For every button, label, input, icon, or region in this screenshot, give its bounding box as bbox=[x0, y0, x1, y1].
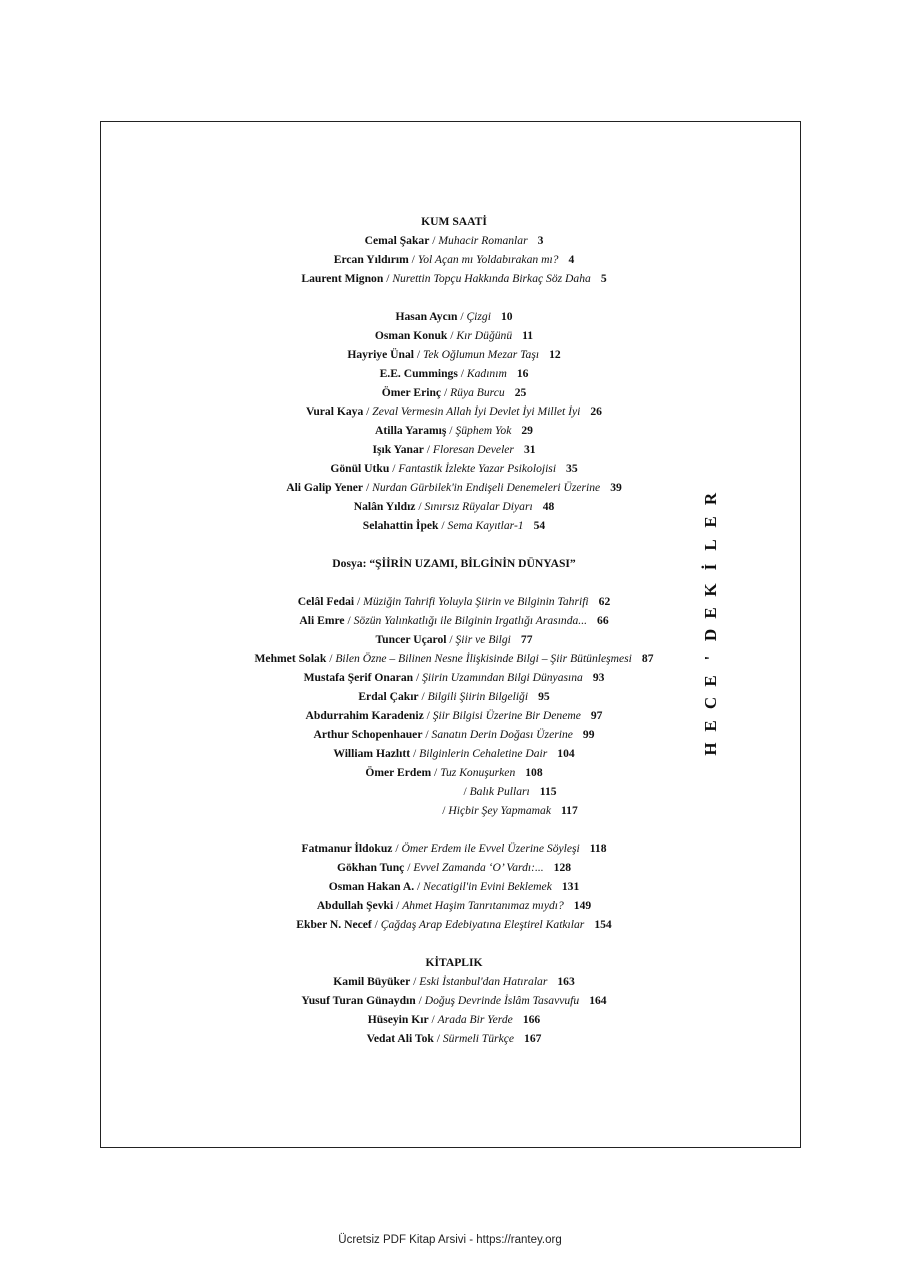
toc-entry: Ömer Erinç / Rüya Burcu 25 bbox=[381, 386, 527, 399]
entry-author: Celâl Fedai bbox=[297, 595, 355, 608]
entry-page: 167 bbox=[524, 1032, 542, 1045]
toc-entry: Laurent Mignon / Nurettin Topçu Hakkında Birkaç Söz Daha 5 bbox=[301, 272, 607, 285]
entry-title: Muhacir Romanlar bbox=[438, 234, 528, 247]
entry-author: Işık Yanar bbox=[372, 443, 424, 456]
dosya-list bbox=[150, 592, 758, 782]
entry-page: 35 bbox=[566, 462, 578, 475]
entry-author: Vural Kaya bbox=[306, 405, 364, 418]
entry-author: Mustafa Şerif Onaran bbox=[303, 671, 414, 684]
toc-entry: Celâl Fedai / Müziğin Tahrifi Yoluyla Şiirin ve Bilginin Tahrifi 62 bbox=[297, 595, 611, 608]
entry-page: 62 bbox=[598, 595, 611, 608]
entry-page: 95 bbox=[538, 690, 550, 703]
entry-author: Hayriye Ünal bbox=[347, 348, 414, 361]
toc-entry: Erdal Çakır / Bilgili Şiirin Bilgeliği 95 bbox=[358, 690, 550, 703]
footer-text: Ücretsiz PDF Kitap Arsivi - https://rantey.org bbox=[338, 1234, 562, 1246]
toc-entry: Nalân Yıldız / Sınırsız Rüyalar Diyarı 48 bbox=[353, 500, 555, 513]
toc-entry: Vedat Ali Tok / Sürmeli Türkçe 167 bbox=[366, 1032, 542, 1045]
toc-entry: William Hazlıtt / Bilginlerin Cehaletine Dair 104 bbox=[333, 747, 575, 760]
entry-page: 166 bbox=[522, 1013, 541, 1026]
entry-page: 93 bbox=[592, 671, 605, 684]
entry-title: Müziğin Tahrifi Yoluyla Şiirin ve Bilginin Tahrifi bbox=[363, 595, 589, 608]
vertical-magazine-title bbox=[696, 488, 726, 760]
entry-page: 108 bbox=[525, 766, 543, 779]
toc-entry: Fatmanur İldokuz / Ömer Erdem ile Evvel Üzerine Söyleşi 118 bbox=[301, 842, 607, 855]
entry-page: 11 bbox=[522, 329, 534, 342]
entry-title: Şiirin Uzamından Bilgi Dünyasına bbox=[422, 671, 583, 684]
entry-title: Bilginlerin Cehaletine Dair bbox=[419, 747, 548, 760]
entry-page: 5 bbox=[600, 272, 607, 285]
entry-author: Ali Emre bbox=[299, 614, 345, 627]
entry-page: 164 bbox=[589, 994, 607, 1007]
entry-author: Gökhan Tunç bbox=[336, 861, 405, 874]
entry-author: Kamil Büyüker bbox=[333, 975, 411, 988]
entry-page: 128 bbox=[553, 861, 572, 874]
entry-page: 99 bbox=[582, 728, 595, 741]
entry-title: Fantastik İzlekte Yazar Psikolojisi bbox=[398, 462, 557, 475]
entry-page: 104 bbox=[557, 747, 575, 760]
entry-title: Şüphem Yok bbox=[455, 424, 512, 437]
entry-title: Nurdan Gürbilek'in Endişeli Denemeleri Üzerine bbox=[372, 481, 601, 494]
toc-sub-entry: / Balık Pulları 115 bbox=[463, 785, 557, 798]
toc-sub-entry: / Hiçbir Şey Yapmamak 117 bbox=[442, 804, 578, 817]
entry-page: 4 bbox=[568, 253, 575, 266]
kum-saati-list bbox=[150, 231, 758, 288]
toc-entry: Selahattin İpek / Sema Kayıtlar-1 54 bbox=[362, 519, 546, 532]
toc-entry: Ali Emre / Sözün Yalınkatlığı ile Bilginin Irgatlığı Arasında... 66 bbox=[299, 614, 609, 627]
vertical-title-letter: E bbox=[701, 674, 720, 687]
entry-title: Bilgili Şiirin Bilgeliği bbox=[427, 690, 529, 703]
vertical-title-letter: D bbox=[701, 629, 720, 642]
entry-page: 54 bbox=[533, 519, 546, 532]
entry-author: Osman Konuk bbox=[374, 329, 448, 342]
vertical-title-letter: H bbox=[701, 742, 720, 756]
entry-page: 16 bbox=[516, 367, 529, 380]
entry-author: Abdullah Şevki bbox=[316, 899, 394, 912]
entry-author: Cemal Şakar bbox=[364, 234, 430, 247]
vertical-title-letter: E bbox=[701, 606, 720, 619]
entry-title: Sınırsız Rüyalar Diyarı bbox=[424, 500, 533, 513]
toc-entry: Atilla Yaramış / Şüphem Yok 29 bbox=[375, 424, 533, 437]
entry-title: Hiçbir Şey Yapmamak bbox=[448, 804, 551, 817]
kitaplik-list bbox=[150, 972, 758, 1048]
entry-title: Yol Açan mı Yoldabırakan mı? bbox=[417, 253, 559, 266]
entry-page: 25 bbox=[514, 386, 527, 399]
entry-author: Nalân Yıldız bbox=[353, 500, 416, 513]
contents-list-two bbox=[150, 307, 758, 535]
entry-page: 154 bbox=[594, 918, 612, 931]
entry-author: Atilla Yaramış bbox=[375, 424, 447, 437]
entry-title: Eski İstanbul'dan Hatıralar bbox=[419, 975, 548, 988]
entry-title: Şiir Bilgisi Üzerine Bir Deneme bbox=[432, 709, 581, 722]
entry-title: Sanatın Derin Doğası Üzerine bbox=[431, 728, 573, 741]
entry-page: 131 bbox=[561, 880, 580, 893]
entry-page: 26 bbox=[590, 405, 602, 418]
entry-title: Zeval Vermesin Allah İyi Devlet İyi Millet İyi bbox=[372, 405, 581, 418]
entry-title: Nurettin Topçu Hakkında Birkaç Söz Daha bbox=[392, 272, 591, 285]
entry-title: Sema Kayıtlar-1 bbox=[447, 519, 524, 532]
toc-entry: Cemal Şakar / Muhacir Romanlar 3 bbox=[364, 234, 544, 247]
entry-title: Çağdaş Arap Edebiyatına Eleştirel Katkılar bbox=[380, 918, 585, 931]
entry-author: Ali Galip Yener bbox=[286, 481, 364, 494]
entry-page: 87 bbox=[641, 652, 654, 665]
entry-title: Necatigil'in Evini Beklemek bbox=[423, 880, 552, 893]
entry-page: 77 bbox=[520, 633, 533, 646]
entry-title: Kır Düğünü bbox=[456, 329, 513, 342]
toc-entry: Gökhan Tunç / Evvel Zamanda ‘O’ Vardı:... 128 bbox=[336, 861, 572, 874]
toc-entry: Ömer Erdem / Tuz Konuşurken 108 bbox=[365, 766, 543, 779]
entry-page: 3 bbox=[537, 234, 544, 247]
entry-page: 48 bbox=[542, 500, 555, 513]
toc-entry: Yusuf Turan Günaydın / Doğuş Devrinde İslâm Tasavvufu 164 bbox=[301, 994, 607, 1007]
entry-author: Ercan Yıldırım bbox=[333, 253, 409, 266]
contents-list-four bbox=[150, 839, 758, 934]
toc-entry: Hayriye Ünal / Tek Oğlumun Mezar Taşı 12 bbox=[347, 348, 561, 361]
entry-title: Balık Pulları bbox=[469, 785, 530, 798]
entry-author: Ekber N. Necef bbox=[296, 918, 372, 931]
entry-author: Ömer Erdem bbox=[365, 766, 432, 779]
entry-author: Gönül Utku bbox=[330, 462, 390, 475]
entry-page: 39 bbox=[610, 481, 622, 494]
entry-author: Vedat Ali Tok bbox=[366, 1032, 434, 1045]
entry-page: 115 bbox=[539, 785, 557, 798]
entry-author: William Hazlıtt bbox=[333, 747, 411, 760]
entry-title: Şiir ve Bilgi bbox=[455, 633, 511, 646]
entry-author: Laurent Mignon bbox=[301, 272, 384, 285]
entry-page: 29 bbox=[521, 424, 533, 437]
entry-author: Hüseyin Kır bbox=[367, 1013, 429, 1026]
entry-page: 10 bbox=[500, 310, 513, 323]
toc-entry: Ali Galip Yener / Nurdan Gürbilek'in Endişeli Denemeleri Üzerine 39 bbox=[286, 481, 622, 494]
section-heading-kitaplik: KİTAPLIK bbox=[425, 956, 483, 969]
toc-entry: Işık Yanar / Floresan Develer 31 bbox=[372, 443, 536, 456]
entry-title: Ömer Erdem ile Evvel Üzerine Söyleşi bbox=[401, 842, 580, 855]
entry-page: 149 bbox=[573, 899, 592, 912]
vertical-title-letter: İ bbox=[701, 564, 720, 571]
toc-entry: Hasan Aycın / Çizgi 10 bbox=[395, 310, 513, 323]
entry-page: 31 bbox=[523, 443, 536, 456]
toc-entry: Ercan Yıldırım / Yol Açan mı Yoldabırakan mı? 4 bbox=[333, 253, 575, 266]
entry-author: Osman Hakan A. bbox=[328, 880, 415, 893]
entry-title: Sürmeli Türkçe bbox=[442, 1032, 515, 1045]
entry-title: Sözün Yalınkatlığı ile Bilginin Irgatlığı Arasında... bbox=[353, 614, 588, 627]
toc-entry: Hüseyin Kır / Arada Bir Yerde 166 bbox=[367, 1013, 541, 1026]
entry-page: 163 bbox=[557, 975, 575, 988]
dosya-sub-list bbox=[150, 782, 758, 820]
entry-author: Erdal Çakır bbox=[358, 690, 419, 703]
toc-entry: Mehmet Solak / Bilen Özne – Bilinen Nesne İlişkisinde Bilgi – Şiir Bütünleşmesi 87 bbox=[254, 652, 654, 665]
entry-author: Ömer Erinç bbox=[381, 386, 442, 399]
toc-entry: Gönül Utku / Fantastik İzlekte Yazar Psikolojisi 35 bbox=[330, 462, 578, 475]
toc-entry: Kamil Büyüker / Eski İstanbul'dan Hatıralar 163 bbox=[333, 975, 575, 988]
entry-page: 12 bbox=[549, 348, 561, 361]
entry-author: Yusuf Turan Günaydın bbox=[301, 994, 416, 1007]
entry-title: Kadınım bbox=[466, 367, 507, 380]
toc-entry: Vural Kaya / Zeval Vermesin Allah İyi Devlet İyi Millet İyi 26 bbox=[306, 405, 602, 418]
table-of-contents bbox=[150, 212, 758, 1048]
vertical-title-letter: C bbox=[701, 697, 720, 710]
entry-title: Tek Oğlumun Mezar Taşı bbox=[423, 348, 540, 361]
toc-entry: Abdullah Şevki / Ahmet Haşim Tanrıtanımaz mıydı? 149 bbox=[316, 899, 592, 912]
entry-title: Floresan Develer bbox=[432, 443, 514, 456]
toc-entry: Ekber N. Necef / Çağdaş Arap Edebiyatına Eleştirel Katkılar 154 bbox=[296, 918, 612, 931]
entry-title: Çizgi bbox=[466, 310, 491, 323]
entry-title: Ahmet Haşim Tanrıtanımaz mıydı? bbox=[402, 899, 564, 912]
entry-title: Bilen Özne – Bilinen Nesne İlişkisinde Bilgi – Şiir Bütünleşmesi bbox=[335, 652, 632, 665]
entry-author: Fatmanur İldokuz bbox=[301, 842, 393, 855]
entry-title: Doğuş Devrinde İslâm Tasavvufu bbox=[424, 994, 580, 1007]
entry-title: Rüya Burcu bbox=[450, 386, 505, 399]
toc-entry: Mustafa Şerif Onaran / Şiirin Uzamından Bilgi Dünyasına 93 bbox=[303, 671, 605, 684]
entry-author: Abdurrahim Karadeniz bbox=[305, 709, 424, 722]
entry-author: Mehmet Solak bbox=[254, 652, 327, 665]
vertical-title-letter: L bbox=[701, 538, 720, 551]
toc-entry: Arthur Schopenhauer / Sanatın Derin Doğası Üzerine 99 bbox=[313, 728, 595, 741]
entry-author: Hasan Aycın bbox=[395, 310, 458, 323]
toc-entry: Osman Konuk / Kır Düğünü 11 bbox=[374, 329, 534, 342]
entry-author: E.E. Cummings bbox=[379, 367, 458, 380]
toc-entry: Tuncer Uçarol / Şiir ve Bilgi 77 bbox=[375, 633, 533, 646]
vertical-title-letter: E bbox=[701, 516, 720, 528]
entry-title: Arada Bir Yerde bbox=[437, 1013, 513, 1026]
section-heading-dosya: Dosya: “ŞİİRİN UZAMI, BİLGİNİN DÜNYASI” bbox=[332, 557, 576, 570]
toc-entry: Abdurrahim Karadeniz / Şiir Bilgisi Üzerine Bir Deneme 97 bbox=[305, 709, 603, 722]
section-heading-kum-saati: KUM SAATİ bbox=[421, 215, 487, 228]
vertical-title-letter: R bbox=[701, 493, 720, 506]
toc-entry: Osman Hakan A. / Necatigil'in Evini Beklemek 131 bbox=[328, 880, 580, 893]
entry-page: 97 bbox=[590, 709, 603, 722]
entry-author: Selahattin İpek bbox=[362, 519, 439, 532]
vertical-title-letter: E bbox=[701, 720, 720, 732]
entry-title: Tuz Konuşurken bbox=[440, 766, 516, 779]
entry-author: Tuncer Uçarol bbox=[375, 633, 447, 646]
entry-page: 118 bbox=[589, 842, 607, 855]
entry-author: Arthur Schopenhauer bbox=[313, 728, 423, 741]
entry-page: 66 bbox=[597, 614, 609, 627]
entry-page: 117 bbox=[560, 804, 578, 817]
vertical-title-letter: K bbox=[701, 583, 720, 597]
vertical-title-letter: ' bbox=[701, 655, 720, 661]
toc-entry: E.E. Cummings / Kadınım 16 bbox=[379, 367, 529, 380]
entry-title: Evvel Zamanda ‘O’ Vardı:... bbox=[413, 861, 544, 874]
